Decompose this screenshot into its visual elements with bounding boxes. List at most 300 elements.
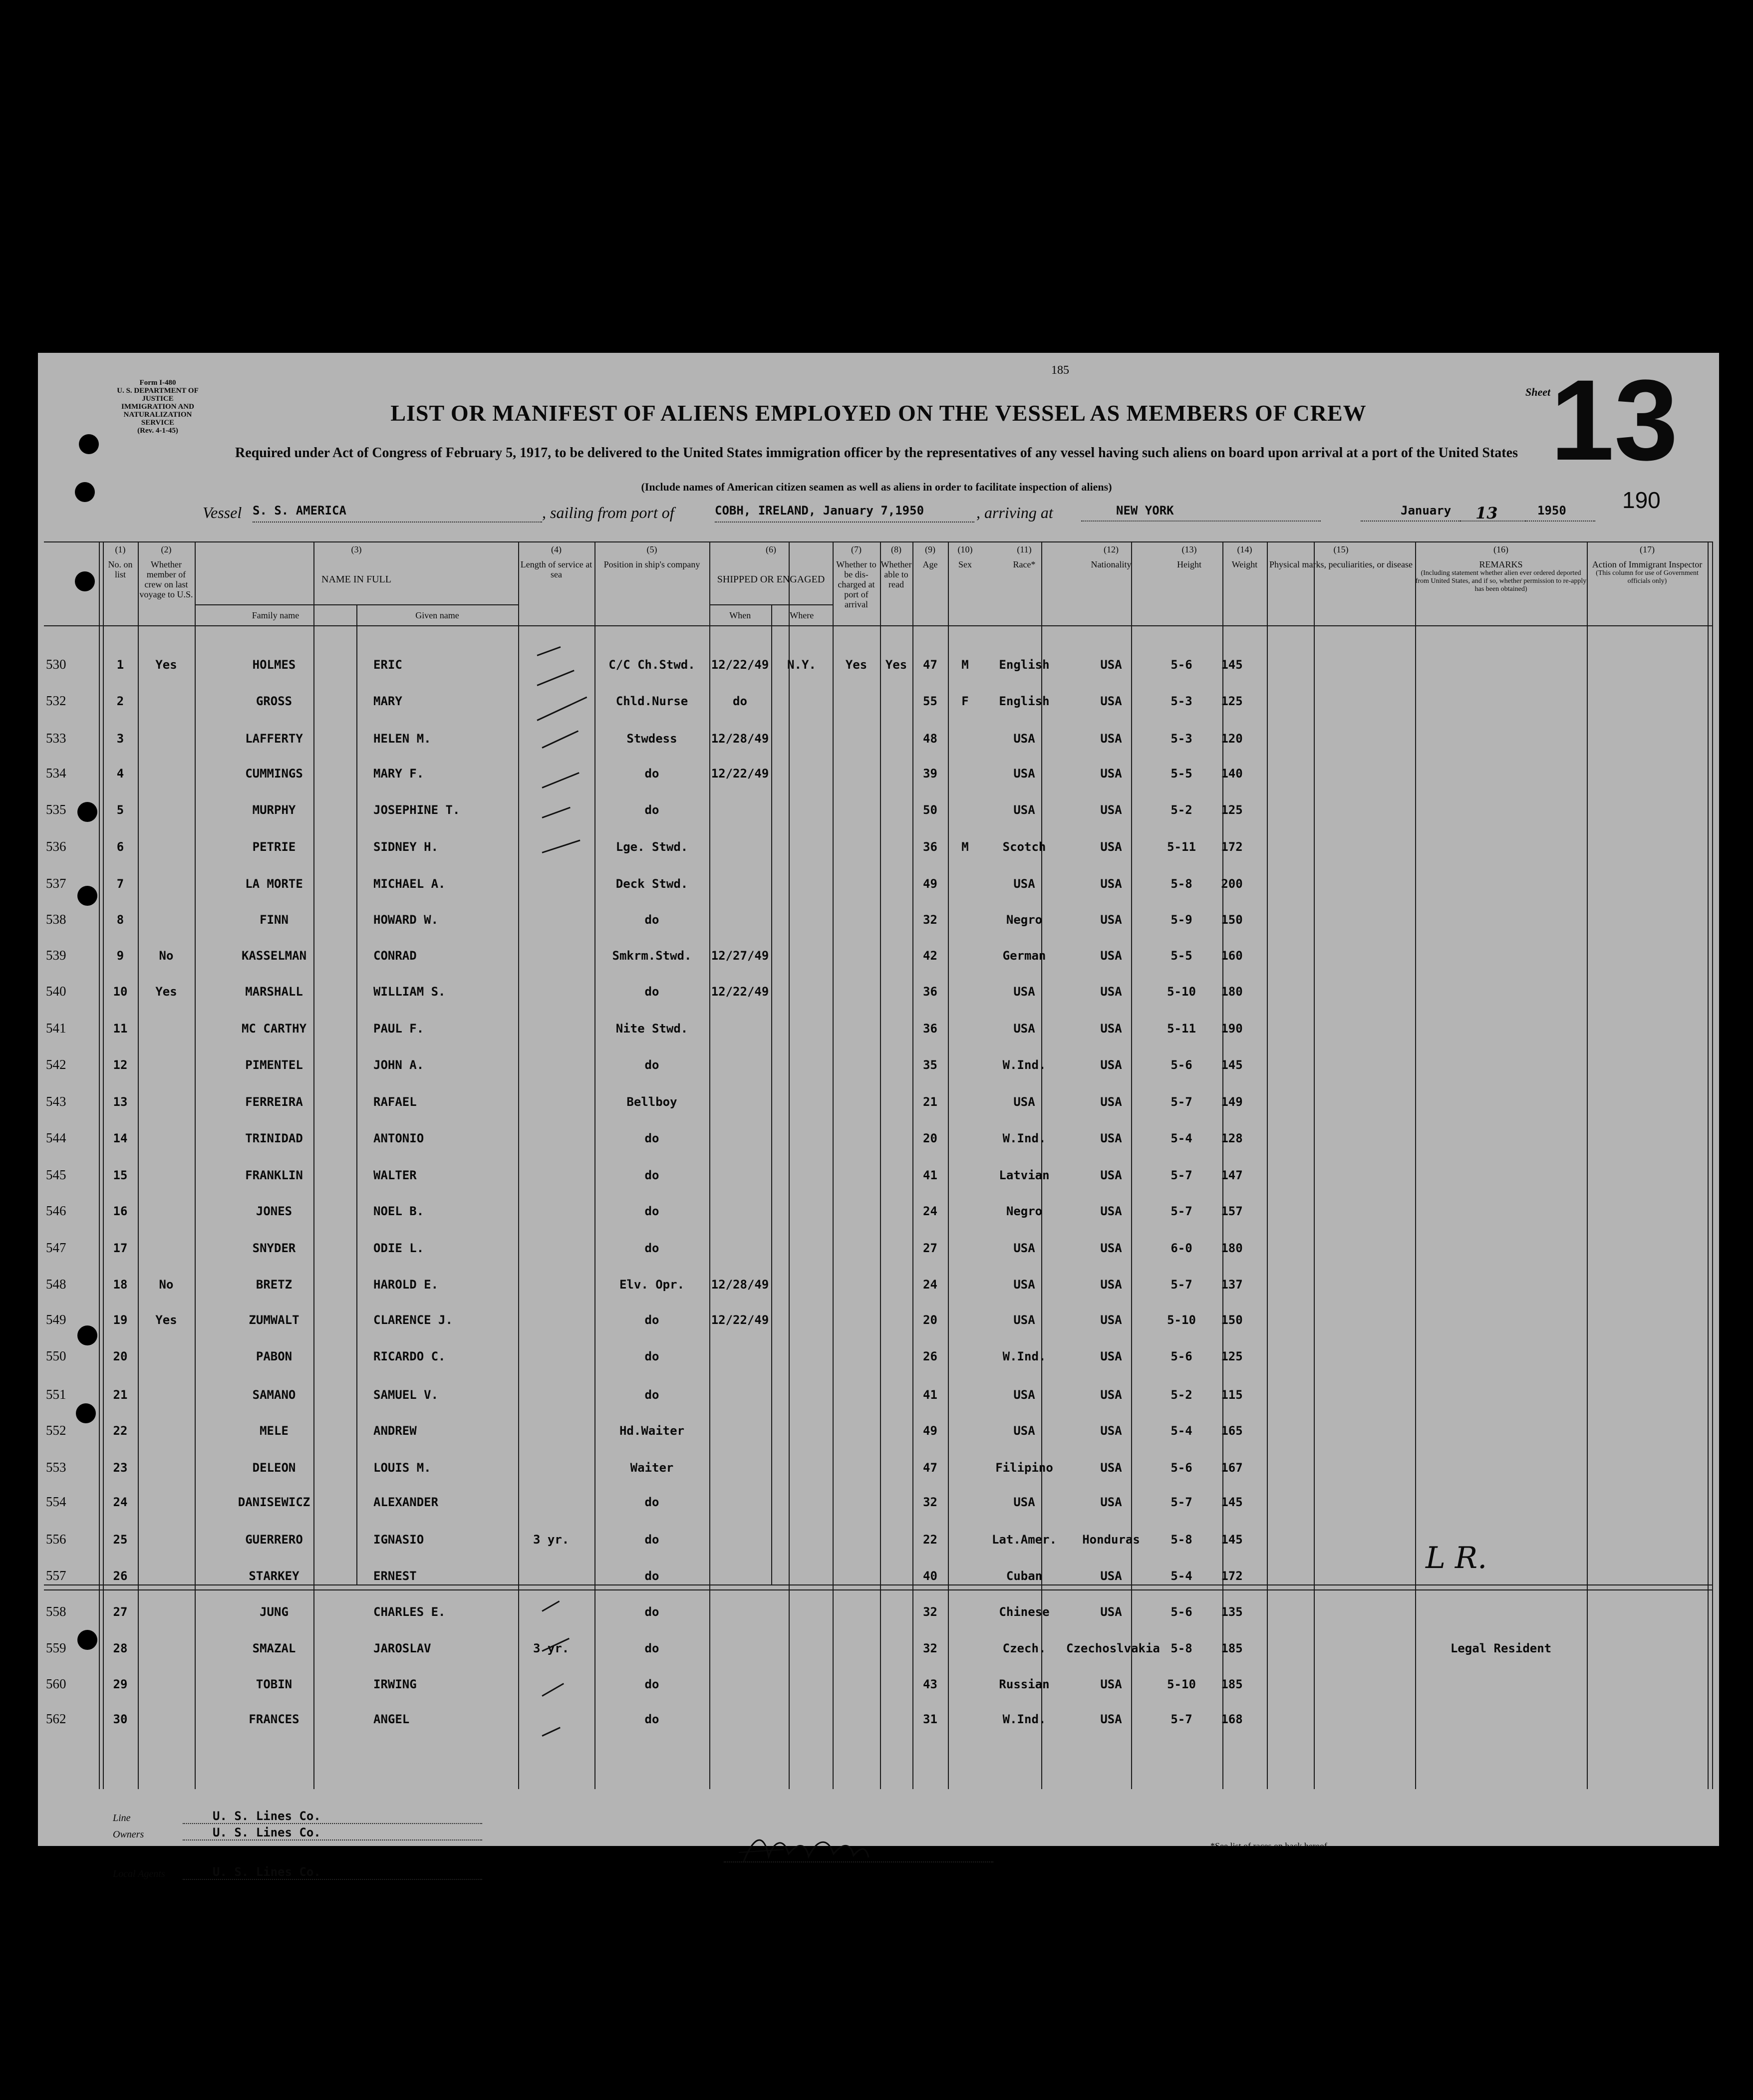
cell-age: 21 [923,1095,937,1109]
column-rule [195,541,196,1789]
cell-wt: 125 [1221,803,1243,817]
cell-fam: PIMENTEL [245,1058,303,1072]
column-label: Sex [958,559,972,569]
cell-age: 47 [923,1461,937,1475]
cell-nat: USA [1100,1131,1122,1145]
column-label: REMARKS [1479,559,1523,569]
cell-fam: SAMANO [252,1388,296,1402]
cell-wt: 165 [1221,1424,1243,1438]
cell-race: Russian [999,1677,1050,1691]
cell-fam: GUERRERO [245,1533,303,1547]
cell-giv: ERNEST [373,1569,417,1583]
cell-nat: USA [1100,694,1122,708]
cell-race: German [1002,949,1046,963]
cell-n: 1 [116,658,124,672]
cell-wt: 115 [1221,1388,1243,1402]
column-header [1267,544,1415,569]
cell-age: 24 [923,1204,937,1218]
cell-pos: do [644,1495,659,1509]
cell-n: 16 [113,1204,128,1218]
cell-fam: DELEON [252,1461,296,1475]
cell-race: USA [1013,1424,1035,1438]
margin-record-number: 536 [46,839,66,854]
cell-nat: USA [1100,1313,1122,1327]
cell-race: Latvian [999,1168,1050,1182]
cell-pos: Hd.Waiter [619,1424,685,1438]
cell-ht: 5-11 [1167,1022,1196,1036]
line-label: Line [113,1813,131,1824]
cell-n: 9 [116,949,124,963]
cell-pos: do [644,1712,659,1726]
cell-rem: Legal Resident [1450,1641,1552,1655]
punch-hole [77,802,97,822]
cell-ht: 5-6 [1170,1058,1192,1072]
cell-race: USA [1013,1022,1035,1036]
cell-ht: 5-10 [1167,1677,1196,1691]
cell-n: 7 [116,877,124,891]
column-rule [948,541,949,1789]
column-number: (1) [115,544,126,554]
departure-port: COBH, IRELAND, January 7,1950 [715,504,974,523]
cell-race: Chinese [999,1605,1050,1619]
cell-giv: JOSEPHINE T. [373,803,460,817]
cell-giv: SIDNEY H. [373,840,439,854]
cell-pos: do [644,1569,659,1583]
cell-giv: RAFAEL [373,1095,417,1109]
cell-fam: LA MORTE [245,877,303,891]
cell-nat: USA [1100,803,1122,817]
punch-hole [79,434,99,454]
margin-record-number: 540 [46,984,66,999]
margin-record-number: 530 [46,657,66,672]
cell-n: 6 [116,840,124,854]
cell-wt: 150 [1221,913,1243,927]
column-number: (7) [851,544,862,554]
column-number: (16) [1493,544,1508,554]
column-label: Position in ship's company [603,559,700,569]
cell-pos: do [644,1058,659,1072]
cell-wt: 147 [1221,1168,1243,1182]
cell-pos: Elv. Opr. [619,1278,685,1292]
cell-ht: 5-7 [1170,1168,1192,1182]
cell-ht: 5-3 [1170,732,1192,746]
cell-ht: 5-2 [1170,803,1192,817]
cell-ht: 5-6 [1170,658,1192,672]
cell-race: W.Ind. [1002,1131,1046,1145]
cell-pos: Deck Stwd. [615,877,688,891]
cell-giv: ANTONIO [373,1131,424,1145]
cell-race: Lat.Amer. [991,1533,1057,1547]
cell-n: 19 [113,1313,128,1327]
cell-fam: FRANKLIN [245,1168,303,1182]
column-number: (5) [646,544,657,554]
subcolumn-rule [771,604,772,1584]
arriving-label: , arriving at [976,504,1053,522]
cell-wt: 145 [1221,658,1243,672]
cell-when: 12/22/49 [711,985,769,999]
cell-fam: KASSELMAN [241,949,307,963]
cell-nat: USA [1100,840,1122,854]
cell-age: 42 [923,949,937,963]
column-number: (13) [1181,544,1197,554]
cell-age: 27 [923,1241,937,1255]
column-subheader: Family name [252,610,299,620]
cell-n: 25 [113,1533,128,1547]
column-rule [1314,541,1315,1789]
cell-svc: 3 yr. [533,1641,570,1655]
margin-record-number: 541 [46,1021,66,1036]
cell-ht: 5-5 [1170,767,1192,781]
margin-record-number: 562 [46,1711,66,1726]
margin-record-number: 559 [46,1640,66,1655]
cell-giv: ANDREW [373,1424,417,1438]
column-number: (4) [551,544,562,554]
cell-n: 26 [113,1569,128,1583]
cell-nat: USA [1100,732,1122,746]
cell-nat: USA [1100,767,1122,781]
cell-giv: ERIC [373,658,402,672]
cell-nat: USA [1100,1495,1122,1509]
cell-age: 20 [923,1313,937,1327]
cell-wt: 145 [1221,1533,1243,1547]
column-rule [833,541,834,1789]
cell-wt: 120 [1221,732,1243,746]
cell-where: N.Y. [787,658,816,672]
cell-nat: Honduras [1082,1533,1140,1547]
cell-race: USA [1013,1241,1035,1255]
column-rule [1708,541,1709,1789]
margin-record-number: 558 [46,1604,66,1619]
cell-race: USA [1013,1313,1035,1327]
cell-wt: 145 [1221,1495,1243,1509]
column-rule [912,541,913,1789]
margin-record-number: 548 [46,1277,66,1292]
cell-fam: DANISEWICZ [238,1495,310,1509]
cell-nat: USA [1100,1204,1122,1218]
cell-age: 32 [923,1495,937,1509]
column-label: Whether member of crew on last voyage to U.S. [139,559,193,599]
cell-prev: No [159,949,174,963]
cell-n: 22 [113,1424,128,1438]
column-label: Race* [1013,559,1036,569]
cell-ht: 5-8 [1170,1641,1192,1655]
cell-fam: FERREIRA [245,1095,303,1109]
cell-fam: SNYDER [252,1241,296,1255]
column-rule [1587,541,1588,1789]
column-header [138,544,195,599]
column-header [518,544,594,579]
cell-n: 5 [116,803,124,817]
cell-when: 12/22/49 [711,1313,769,1327]
cell-age: 24 [923,1278,937,1292]
column-header [594,544,709,569]
cell-pos: do [644,913,659,927]
form-identifier: Form I-480 U. S. DEPARTMENT OF JUSTICE IMMIGRATION AND NATURALIZATION SERVICE (Rev. 4-1-45) [117,379,199,435]
column-number: (3) [351,544,362,554]
cell-wt: 160 [1221,949,1243,963]
margin-record-number: 547 [46,1240,66,1255]
column-header [1156,544,1222,569]
punch-hole [75,482,95,502]
cell-when: 12/22/49 [711,658,769,672]
cell-age: 48 [923,732,937,746]
margin-record-number: 549 [46,1312,66,1327]
cell-age: 22 [923,1533,937,1547]
column-rule [138,541,139,1789]
cell-n: 24 [113,1495,128,1509]
column-rule [594,541,595,1789]
cell-fam: BRETZ [256,1278,292,1292]
cell-pos: do [644,1168,659,1182]
cell-race: USA [1013,1278,1035,1292]
cell-nat: USA [1100,1058,1122,1072]
column-subheader: When [729,610,751,620]
cell-age: 49 [923,877,937,891]
cell-ht: 5-7 [1170,1278,1192,1292]
cell-race: Filipino [995,1461,1053,1475]
cell-ht: 5-7 [1170,1712,1192,1726]
cell-ht: 5-11 [1167,840,1196,854]
column-rule [1041,541,1042,1789]
cell-when: 12/28/49 [711,732,769,746]
cell-fam: LAFFERTY [245,732,303,746]
column-number: (17) [1640,544,1655,554]
cell-ht: 5-7 [1170,1095,1192,1109]
cell-wt: 135 [1221,1605,1243,1619]
row-rule [44,625,1712,626]
cell-age: 36 [923,985,937,999]
cell-giv: HOWARD W. [373,913,439,927]
cell-sex: M [961,840,969,854]
cell-giv: HELEN M. [373,732,431,746]
cell-pos: do [644,985,659,999]
cell-wt: 167 [1221,1461,1243,1475]
cell-n: 30 [113,1712,128,1726]
inspector-signature [724,1827,993,1862]
cell-age: 41 [923,1168,937,1182]
cell-race: W.Ind. [1002,1058,1046,1072]
cell-fam: CUMMINGS [245,767,303,781]
cell-wt: 140 [1221,767,1243,781]
cell-pos: do [644,1241,659,1255]
cell-n: 27 [113,1605,128,1619]
cell-fam: HOLMES [252,658,296,672]
cell-pos: Nite Stwd. [615,1022,688,1036]
arrival-year: 1950 [1525,504,1595,522]
cell-ht: 5-4 [1170,1131,1192,1145]
cell-age: 26 [923,1349,937,1363]
column-label: NAME IN FULL [321,574,391,585]
cell-n: 15 [113,1168,128,1182]
cell-ht: 5-8 [1170,1533,1192,1547]
cell-wt: 190 [1221,1022,1243,1036]
cell-ht: 5-10 [1167,1313,1196,1327]
page-number: 190 [1622,487,1661,513]
margin-record-number: 556 [46,1532,66,1547]
cell-ht: 5-2 [1170,1388,1192,1402]
cell-ht: 5-10 [1167,985,1196,999]
cell-wt: 157 [1221,1204,1243,1218]
penalty-note: NOTE.—Failure to furnish full or correct information in columns (3), (5), (6), and (7) [1210,1853,1519,1863]
margin-record-number: 545 [46,1167,66,1182]
cell-prev: Yes [155,985,177,999]
cell-n: 3 [116,732,124,746]
cell-n: 13 [113,1095,128,1109]
column-label: Physical marks, peculiarities, or disease [1269,559,1413,569]
cell-when: do [733,694,747,708]
margin-record-number: 544 [46,1130,66,1145]
cell-prev: No [159,1278,174,1292]
cell-sex: M [961,658,969,672]
margin-record-number: 532 [46,693,66,708]
cell-nat: USA [1100,1168,1122,1182]
agents-label: Local Agents [113,1868,165,1879]
cell-age: 36 [923,1022,937,1036]
arrival-day: 13 [1461,504,1525,522]
column-rule [880,541,881,1789]
cell-svc: 3 yr. [533,1533,570,1547]
cell-when: 12/22/49 [711,767,769,781]
cell-ht: 5-7 [1170,1204,1192,1218]
column-number: (6) [766,544,776,554]
cell-wt: 180 [1221,985,1243,999]
cell-dis: Yes [845,658,868,672]
column-subheader: Where [790,610,814,620]
inspector-label: Immigrant Inspector. [871,1867,946,1877]
cell-fam: MURPHY [252,803,296,817]
cell-nat: USA [1100,1095,1122,1109]
cell-race: USA [1013,985,1035,999]
column-rule [1222,541,1223,1789]
cell-fam: PETRIE [252,840,296,854]
cell-race: USA [1013,767,1035,781]
cell-pos: do [644,1313,659,1327]
cell-fam: GROSS [256,694,292,708]
punch-hole [77,1325,97,1345]
margin-record-number: 538 [46,912,66,927]
punch-hole [77,886,97,906]
cell-pos: Chld.Nurse [615,694,688,708]
handwritten-annotation: L R. [1426,1541,1487,1575]
column-number: (15) [1333,544,1349,554]
cell-pos: do [644,1204,659,1218]
cell-n: 11 [113,1022,128,1036]
cell-giv: IGNASIO [373,1533,424,1547]
cell-wt: 200 [1221,877,1243,891]
column-rule [1415,541,1416,1789]
column-number: (14) [1237,544,1252,554]
column-number: (12) [1104,544,1119,554]
column-label: Whether able to read [880,559,912,589]
cell-wt: 125 [1221,694,1243,708]
cell-giv: LOUIS M. [373,1461,431,1475]
cell-wt: 172 [1221,840,1243,854]
cell-giv: CHARLES E. [373,1605,446,1619]
cell-race: W.Ind. [1002,1712,1046,1726]
cell-prev: Yes [155,658,177,672]
cell-ht: 5-5 [1170,949,1192,963]
cell-nat: Czechoslvakia [1066,1641,1160,1655]
cell-wt: 185 [1221,1677,1243,1691]
cell-fam: MELE [260,1424,289,1438]
cell-n: 29 [113,1677,128,1691]
cell-nat: USA [1100,1677,1122,1691]
sheet-number: 13 [1550,356,1678,484]
column-number: (2) [161,544,172,554]
margin-record-number: 535 [46,802,66,817]
cell-giv: CLARENCE J. [373,1313,453,1327]
cell-pos: do [644,1641,659,1655]
column-header [948,544,982,569]
cell-race: USA [1013,732,1035,746]
arrival-month: January [1361,504,1461,522]
cell-fam: JUNG [260,1605,289,1619]
cell-race: USA [1013,1495,1035,1509]
cell-ht: 5-3 [1170,694,1192,708]
cell-race: English [999,658,1050,672]
top-mark: 185 [1051,364,1069,377]
cell-giv: RICARDO C. [373,1349,446,1363]
column-label: Whether to be dis-charged at port of arrival [836,559,876,609]
cell-giv: SAMUEL V. [373,1388,439,1402]
margin-record-number: 537 [46,876,66,891]
cell-nat: USA [1100,913,1122,927]
cell-pos: C/C Ch.Stwd. [608,658,695,672]
cell-wt: 128 [1221,1131,1243,1145]
column-rule [789,541,790,1789]
cell-pos: do [644,1677,659,1691]
margin-record-number: 551 [46,1387,66,1402]
cell-giv: JOHN A. [373,1058,424,1072]
cell-fam: SMAZAL [252,1641,296,1655]
cell-n: 10 [113,985,128,999]
column-label: Age [922,559,938,569]
cell-pos: do [644,1388,659,1402]
penalty-note-continued: is punishable by a fine of ten dollars for each alien. See other side. [1238,1865,1477,1875]
column-detail: (Including statement whether alien ever ordered deported from United States, and if so, whether permission to re-apply has been obtained) [1415,569,1587,593]
column-header [1222,544,1267,569]
cell-nat: USA [1100,1241,1122,1255]
cell-race: Cuban [1006,1569,1043,1583]
cell-age: 35 [923,1058,937,1072]
cell-giv: WALTER [373,1168,417,1182]
cell-race: USA [1013,1095,1035,1109]
column-rule [518,541,519,1789]
cell-when: 12/28/49 [711,1278,769,1292]
races-note: *See list of races on back hereof. [1210,1841,1330,1851]
cell-race: Negro [1006,913,1043,927]
cell-giv: JAROSLAV [373,1641,431,1655]
margin-record-number: 552 [46,1423,66,1438]
punch-hole [76,1403,96,1423]
cell-ht: 5-7 [1170,1495,1192,1509]
punch-hole [75,571,95,591]
cell-n: 14 [113,1131,128,1145]
cell-fam: TRINIDAD [245,1131,303,1145]
cell-wt: 150 [1221,1313,1243,1327]
cell-giv: MICHAEL A. [373,877,446,891]
cell-ht: 5-6 [1170,1461,1192,1475]
column-rule [1267,541,1268,1789]
cell-race: USA [1013,1388,1035,1402]
cell-fam: MARSHALL [245,985,303,999]
cell-pos: Smkrm.Stwd. [612,949,692,963]
margin-record-number: 546 [46,1203,66,1218]
cell-giv: ANGEL [373,1712,410,1726]
cell-race: English [999,694,1050,708]
margin-record-number: 557 [46,1568,66,1583]
cell-wt: 185 [1221,1641,1243,1655]
